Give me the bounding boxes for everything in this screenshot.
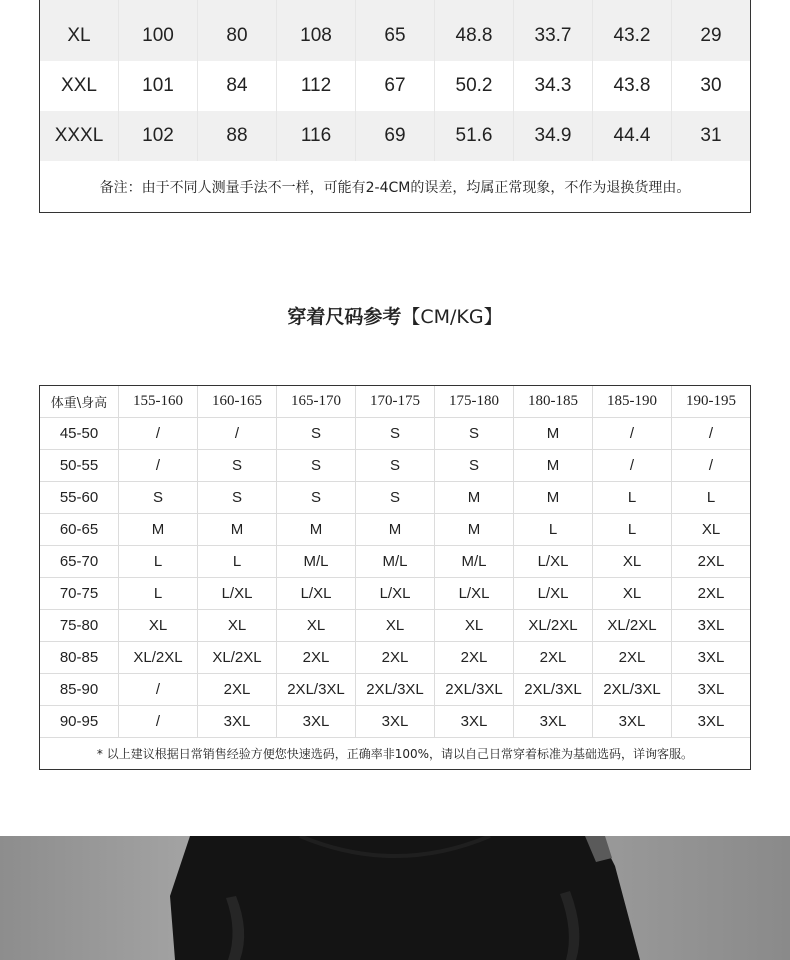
size-table-stub-cell [119, 0, 198, 11]
recommended-size-cell: / [119, 706, 198, 737]
reference-row [40, 706, 750, 738]
weight-cell: 75-80 [40, 610, 119, 641]
recommended-size-cell: S [435, 418, 514, 449]
recommended-size-cell: S [119, 482, 198, 513]
recommended-size-cell: 3XL [593, 706, 672, 737]
size-table-stub-cell [198, 0, 277, 11]
recommended-size-cell: 2XL [435, 642, 514, 673]
recommended-size-cell: L/XL [435, 578, 514, 609]
model-sweatshirt-image [0, 836, 790, 960]
recommended-size-cell: / [593, 418, 672, 449]
size-table-row-stub [40, 0, 750, 11]
weight-cell: 85-90 [40, 674, 119, 705]
size-table-grid [40, 0, 750, 161]
height-header-cell: 155-160 [119, 386, 198, 417]
size-label-cell: XXXL [40, 111, 119, 161]
recommended-size-cell: / [708, 425, 714, 442]
size-value-cell: 29 [672, 11, 750, 61]
size-value-cell: 84 [198, 61, 277, 111]
recommended-size-cell: 3XL [697, 681, 725, 698]
recommended-size-cell: XL/2XL [514, 610, 593, 641]
size-value-cell: 48.8 [435, 11, 514, 61]
recommended-size-cell: XL [277, 610, 356, 641]
heading-title: 穿着尺码参考 [287, 306, 402, 328]
heading-unit: 【CM/KG】 [401, 306, 503, 328]
recommended-size-cell: M/L [277, 546, 356, 577]
recommended-size-cell: 2XL [697, 553, 725, 570]
height-header-cell: 190-195 [686, 393, 736, 409]
recommended-size-cell: 2XL [697, 585, 725, 602]
recommended-size-cell: 3XL [697, 617, 725, 634]
weight-cell: 55-60 [40, 482, 119, 513]
recommended-size-cell: M [277, 514, 356, 545]
recommended-size-cell: M [435, 482, 514, 513]
recommended-size-cell: M/L [435, 546, 514, 577]
recommended-size-cell: S [356, 418, 435, 449]
recommended-size-cell: 2XL [593, 642, 672, 673]
recommended-size-cell: 2XL [356, 642, 435, 673]
size-table-row [40, 61, 750, 111]
reference-header-row [40, 386, 750, 418]
recommended-size-cell: 2XL [198, 674, 277, 705]
size-value-cell: 33.7 [514, 11, 593, 61]
recommended-size-cell: 2XL/3XL [356, 674, 435, 705]
reference-row [40, 418, 750, 450]
recommended-size-cell: L/XL [277, 578, 356, 609]
height-header-cell: 185-190 [593, 386, 672, 417]
recommended-size-cell: / [198, 418, 277, 449]
weight-cell: 80-85 [40, 642, 119, 673]
recommended-size-cell: L [593, 482, 672, 513]
size-table-stub-cell [514, 0, 593, 11]
weight-cell: 65-70 [40, 546, 119, 577]
recommended-size-cell: M [514, 482, 593, 513]
recommended-size-cell: 3XL [277, 706, 356, 737]
header-corner-cell: 体重\身高 [40, 386, 119, 417]
recommended-size-cell: L [706, 489, 716, 506]
height-header-cell: 170-175 [356, 386, 435, 417]
size-table-stub-cell [593, 0, 672, 11]
recommended-size-cell: XL/2XL [593, 610, 672, 641]
recommended-size-cell: XL [119, 610, 198, 641]
recommended-size-cell: / [593, 450, 672, 481]
recommended-size-cell: L [593, 514, 672, 545]
size-value-cell: 34.3 [514, 61, 593, 111]
recommended-size-cell: S [356, 482, 435, 513]
recommended-size-cell: / [708, 457, 714, 474]
recommended-size-cell: L/XL [514, 546, 593, 577]
recommended-size-cell: XL [435, 610, 514, 641]
size-label-cell: XXL [40, 61, 119, 111]
size-value-cell: 101 [119, 61, 198, 111]
recommended-size-cell: XL [593, 546, 672, 577]
size-table-stub-cell [672, 0, 750, 11]
size-table [39, 0, 751, 213]
size-table-row [40, 11, 750, 61]
size-table-stub-cell [435, 0, 514, 11]
recommended-size-cell: M [356, 514, 435, 545]
reference-row [40, 546, 750, 578]
size-table-stub-cell [277, 0, 356, 11]
recommended-size-cell: M [514, 450, 593, 481]
size-value-cell: 50.2 [435, 61, 514, 111]
recommended-size-cell: M [198, 514, 277, 545]
recommended-size-cell: XL [593, 578, 672, 609]
recommended-size-cell: / [119, 674, 198, 705]
recommended-size-cell: S [435, 450, 514, 481]
size-value-cell: 65 [356, 11, 435, 61]
recommended-size-cell: 2XL/3XL [514, 674, 593, 705]
size-value-cell: 100 [119, 11, 198, 61]
size-value-cell: 116 [277, 111, 356, 161]
size-value-cell: 30 [700, 75, 722, 96]
recommended-size-cell: M/L [356, 546, 435, 577]
recommended-size-cell: / [119, 450, 198, 481]
recommended-size-cell: L [119, 578, 198, 609]
recommended-size-cell: S [277, 450, 356, 481]
product-photo [0, 836, 790, 960]
recommended-size-cell: 3XL [198, 706, 277, 737]
size-value-cell: 43.2 [593, 11, 672, 61]
reference-note: * 以上建议根据日常销售经验方便您快速选码，正确率非100%，请以自己日常穿着标准为基础选码，详询客服。 [96, 747, 694, 761]
weight-cell: 50-55 [40, 450, 119, 481]
recommended-size-cell: 2XL/3XL [593, 674, 672, 705]
size-value-cell: 88 [198, 111, 277, 161]
recommended-size-cell: XL/2XL [119, 642, 198, 673]
weight-cell: 70-75 [40, 578, 119, 609]
reference-rows [40, 386, 750, 738]
size-value-cell: 43.8 [593, 61, 672, 111]
weight-cell: 45-50 [40, 418, 119, 449]
recommended-size-cell: / [119, 418, 198, 449]
size-value-cell: 67 [356, 61, 435, 111]
reference-row [40, 514, 750, 546]
size-value-cell: 69 [356, 111, 435, 161]
height-header-cell: 180-185 [514, 386, 593, 417]
weight-cell: 60-65 [40, 514, 119, 545]
reference-row [40, 482, 750, 514]
recommended-size-cell: L/XL [356, 578, 435, 609]
recommended-size-cell: XL [356, 610, 435, 641]
height-header-cell: 160-165 [198, 386, 277, 417]
recommended-size-cell: 3XL [356, 706, 435, 737]
recommended-size-cell: XL [198, 610, 277, 641]
recommended-size-cell: 3XL [697, 713, 725, 730]
recommended-size-cell: XL [701, 521, 721, 538]
weight-cell: 90-95 [40, 706, 119, 737]
size-value-cell: 51.6 [435, 111, 514, 161]
size-value-cell: 112 [277, 61, 356, 111]
recommended-size-cell: S [198, 482, 277, 513]
recommended-size-cell: M [119, 514, 198, 545]
reference-row [40, 450, 750, 482]
size-value-cell: 44.4 [593, 111, 672, 161]
recommended-size-cell: 2XL [277, 642, 356, 673]
recommended-size-cell: S [277, 418, 356, 449]
recommended-size-cell: 2XL [514, 642, 593, 673]
size-value-cell: 102 [119, 111, 198, 161]
recommended-size-cell: XL/2XL [198, 642, 277, 673]
size-value-cell: 108 [277, 11, 356, 61]
recommended-size-cell: 3XL [514, 706, 593, 737]
recommended-size-cell: 3XL [435, 706, 514, 737]
recommended-size-cell: L [198, 546, 277, 577]
size-table-stub-cell [40, 0, 119, 11]
size-reference-table [39, 385, 751, 770]
height-header-cell: 165-170 [277, 386, 356, 417]
size-table-stub-cell [356, 0, 435, 11]
recommended-size-cell: M [514, 418, 593, 449]
recommended-size-cell: S [198, 450, 277, 481]
recommended-size-cell: L [119, 546, 198, 577]
recommended-size-cell: L/XL [514, 578, 593, 609]
size-table-note: 备注：由于不同人测量手法不一样，可能有2-4CM的误差，均属正常现象，不作为退换货理由。 [99, 179, 691, 196]
reference-row [40, 642, 750, 674]
recommended-size-cell: M [435, 514, 514, 545]
reference-row [40, 610, 750, 642]
reference-row [40, 674, 750, 706]
size-table-row [40, 111, 750, 161]
recommended-size-cell: S [356, 450, 435, 481]
recommended-size-cell: 2XL/3XL [277, 674, 356, 705]
size-reference-heading [0, 302, 790, 329]
recommended-size-cell: S [277, 482, 356, 513]
height-header-cell: 175-180 [435, 386, 514, 417]
recommended-size-cell: L/XL [198, 578, 277, 609]
recommended-size-cell: 3XL [697, 649, 725, 666]
size-label-cell: XL [40, 11, 119, 61]
size-value-cell: 34.9 [514, 111, 593, 161]
size-value-cell: 80 [198, 11, 277, 61]
recommended-size-cell: L [514, 514, 593, 545]
size-value-cell: 31 [672, 111, 750, 161]
recommended-size-cell: 2XL/3XL [435, 674, 514, 705]
reference-row [40, 578, 750, 610]
